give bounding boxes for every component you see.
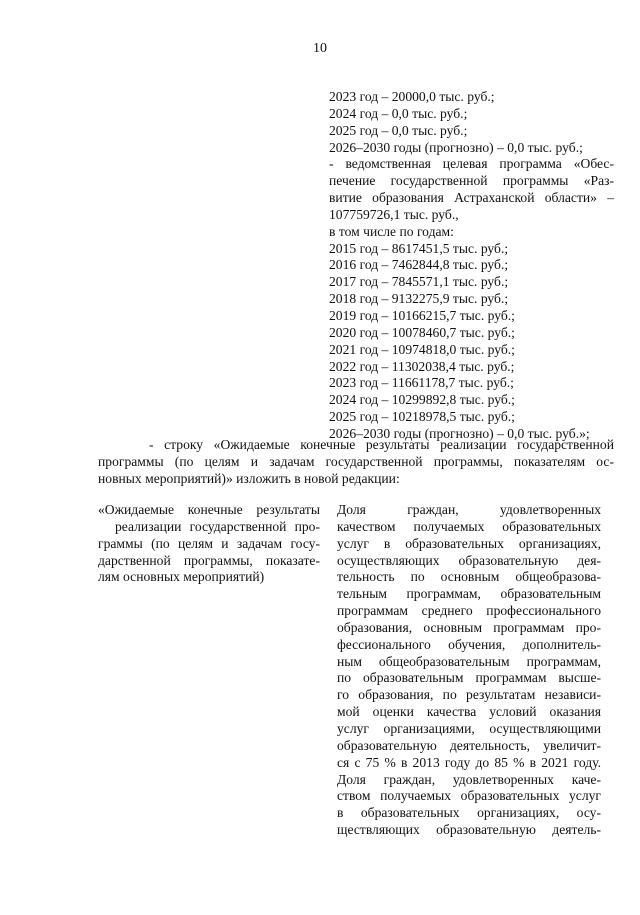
year-line: 2024 год – 10299892,8 тыс. руб.; bbox=[329, 392, 515, 408]
funding-line: 2024 год – 0,0 тыс. руб.; bbox=[329, 105, 468, 121]
table-right-cell bbox=[337, 502, 601, 839]
left-cell-line: лям основных мероприятий) bbox=[98, 569, 265, 585]
right-cell-line: Доля граждан, удовлетворенных bbox=[337, 502, 601, 517]
right-cell-line: качеством получаемых образовательных bbox=[337, 518, 601, 534]
year-line: 2025 год – 10218978,5 тыс. руб.; bbox=[329, 409, 515, 425]
year-line: 2018 год – 9132275,9 тыс. руб.; bbox=[329, 291, 509, 307]
program-name-line: витие образования Астраханской области» – bbox=[329, 190, 614, 206]
right-cell-line: осуществляющих образовательную дея- bbox=[337, 552, 601, 568]
right-cell-line: фессионального обучения, дополнитель- bbox=[337, 636, 601, 652]
page-number: 10 bbox=[313, 41, 327, 56]
program-total: 107759726,1 тыс. руб., bbox=[329, 206, 459, 222]
instruction-line: новных мероприятий)» изложить в новой редакции: bbox=[98, 470, 400, 486]
table-left-cell bbox=[98, 502, 320, 586]
right-cell-line: ным общеобразовательным программам, bbox=[337, 653, 601, 669]
right-cell-line: образования, основным программам про- bbox=[337, 619, 601, 635]
right-cell-line: услуг в образовательных организациях, bbox=[337, 535, 601, 551]
year-line: 2023 год – 11661178,7 тыс. руб.; bbox=[329, 375, 514, 391]
funding-line: 2025 год – 0,0 тыс. руб.; bbox=[329, 122, 468, 138]
left-cell-line: граммы (по целям и задачам госу- bbox=[98, 535, 320, 551]
year-line: 2021 год – 10974818,0 тыс. руб.; bbox=[329, 341, 515, 357]
program-name-line: - ведомственная целевая программа «Обес- bbox=[329, 156, 614, 172]
right-cell-line: по образовательным программам высше- bbox=[337, 670, 601, 686]
right-cell-line: тельность по основным общеобразова- bbox=[337, 569, 601, 585]
right-cell-line: го образования, по результатам независи- bbox=[337, 687, 601, 703]
program-name-line: печение государственной программы «Раз- bbox=[329, 173, 614, 189]
by-years-label: в том числе по годам: bbox=[329, 223, 454, 239]
right-cell-line: тельным программам, образовательным bbox=[337, 586, 601, 602]
left-cell-line: «Ожидаемые конечные результаты bbox=[98, 502, 320, 517]
funding-block bbox=[329, 89, 614, 443]
year-line: 2017 год – 7845571,1 тыс. руб.; bbox=[329, 274, 509, 290]
year-line: 2016 год – 7462844,8 тыс. руб.; bbox=[329, 257, 509, 273]
funding-line: 2023 год – 20000,0 тыс. руб.; bbox=[329, 89, 495, 104]
right-cell-line: в образовательных организациях, осу- bbox=[337, 805, 601, 821]
right-cell-line: ством получаемых образовательных услуг bbox=[337, 788, 601, 804]
right-cell-line: образовательную деятельность, увеличит- bbox=[337, 737, 601, 753]
year-line: 2026–2030 годы (прогнозно) – 0,0 тыс. руб.»; bbox=[329, 425, 590, 441]
instruction-line: - строку «Ожидаемые конечные результаты реализации государственной bbox=[149, 437, 614, 452]
right-cell-line: мой оценки качества условий оказания bbox=[337, 704, 601, 720]
right-cell-line: Доля граждан, удовлетворенных каче- bbox=[337, 771, 601, 787]
right-cell-line: ся с 75 % в 2013 году до 85 % в 2021 году. bbox=[337, 754, 601, 770]
instruction-line: программы (по целям и задачам государственной программы, показателям ос- bbox=[98, 453, 614, 469]
funding-line: 2026–2030 годы (прогнозно) – 0,0 тыс. руб.; bbox=[329, 139, 583, 155]
left-cell-line: дарственной программы, показате- bbox=[98, 552, 320, 568]
right-cell-line: ществляющих образовательную деятель- bbox=[337, 822, 601, 838]
year-line: 2020 год – 10078460,7 тыс. руб.; bbox=[329, 324, 515, 340]
instruction-paragraph bbox=[98, 437, 614, 488]
year-line: 2019 год – 10166215,7 тыс. руб.; bbox=[329, 307, 515, 323]
year-line: 2015 год – 8617451,5 тыс. руб.; bbox=[329, 240, 509, 256]
year-line: 2022 год – 11302038,4 тыс. руб.; bbox=[329, 358, 515, 374]
right-cell-line: услуг организациями, осуществляющими bbox=[337, 720, 601, 736]
left-cell-line: реализации государственной про- bbox=[115, 518, 320, 534]
right-cell-line: программам среднего профессионального bbox=[337, 603, 601, 619]
